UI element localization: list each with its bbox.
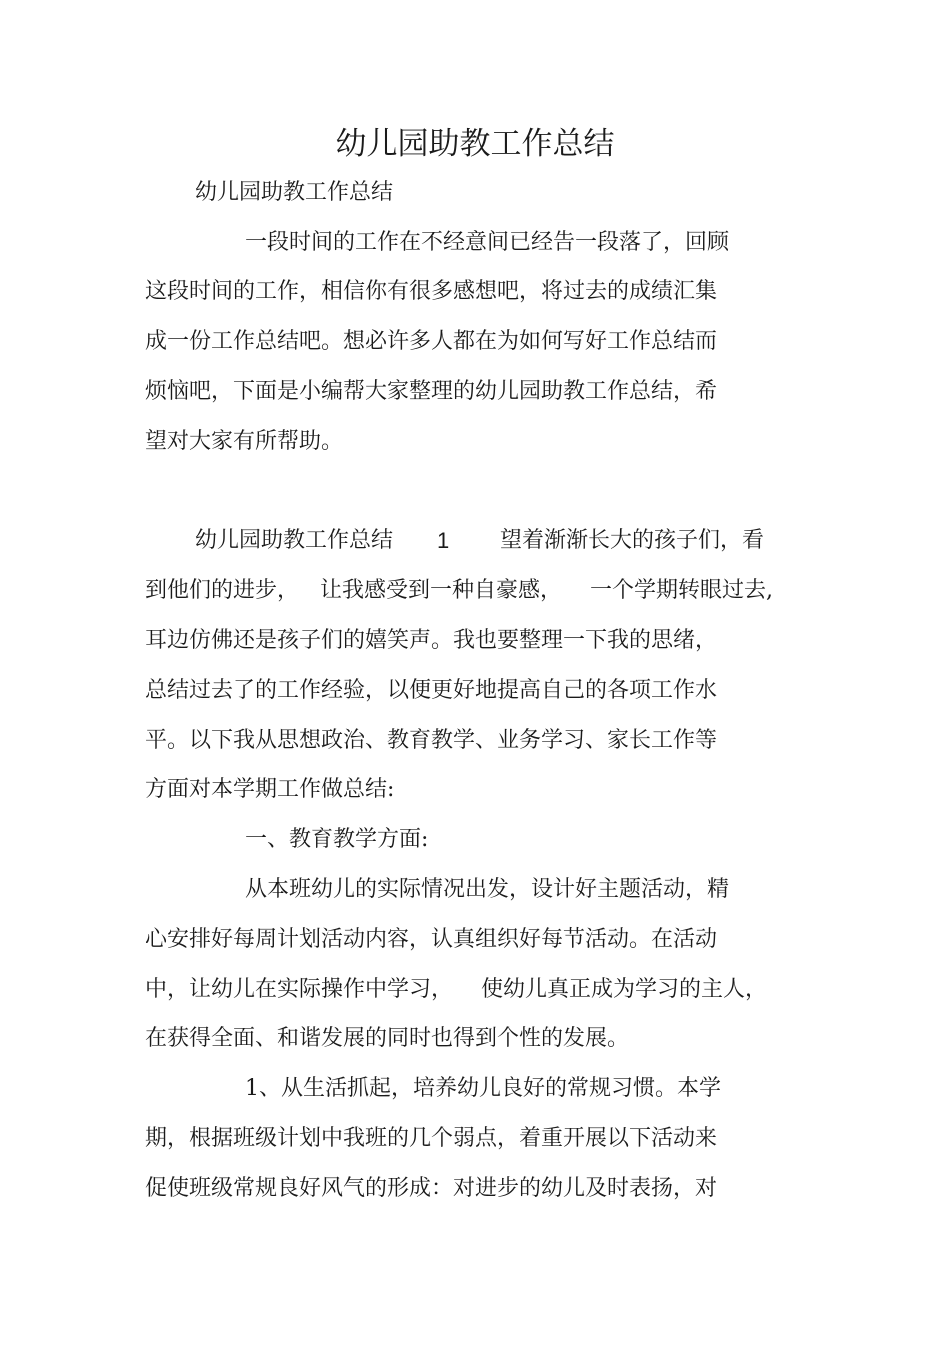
part1-line-1: 从本班幼儿的实际情况出发，设计好主题活动，精 xyxy=(245,877,730,902)
intro-line-3: 成一份工作总结吧。想必许多人都在为如何写好工作总结而 xyxy=(145,329,718,354)
section1-line-1: 到他们的进步， 让我感受到一种自豪感， 一个学期转眼过去, xyxy=(145,578,773,603)
intro-line-1: 一段时间的工作在不经意间已经告一段落了，回顾 xyxy=(245,230,730,255)
section1-line-2: 耳边仿佛还是孩子们的嬉笑声。我也要整理一下我的思绪， xyxy=(145,628,718,653)
section1-heading-number: 1 xyxy=(437,528,450,553)
part1-heading: 一、教育教学方面: xyxy=(245,827,429,852)
point1-line-2: 期，根据班级计划中我班的几个弱点，着重开展以下活动来 xyxy=(145,1126,718,1151)
part1-line-3: 中，让幼儿在实际操作中学习， 使幼儿真正成为学习的主人， xyxy=(145,977,767,1002)
part1-line-4: 在获得全面、和谐发展的同时也得到个性的发展。 xyxy=(145,1026,630,1051)
section1-line-5: 方面对本学期工作做总结: xyxy=(145,777,395,802)
intro-line-4: 烦恼吧，下面是小编帮大家整理的幼儿园助教工作总结，希 xyxy=(145,379,718,404)
point1-line-3: 促使班级常规良好风气的形成：对进步的幼儿及时表扬，对 xyxy=(145,1176,718,1201)
section1-line-3: 总结过去了的工作经验，以便更好地提高自己的各项工作水 xyxy=(145,678,718,703)
intro-line-2: 这段时间的工作，相信你有很多感想吧，将过去的成绩汇集 xyxy=(145,279,718,304)
document-subtitle: 幼儿园助教工作总结 xyxy=(195,180,394,205)
section1-heading-text: 望着渐渐长大的孩子们，看 xyxy=(500,528,765,553)
section1-line-4: 平。以下我从思想政治、教育教学、业务学习、家长工作等 xyxy=(145,728,718,753)
document-title: 幼儿园助教工作总结 xyxy=(335,126,615,162)
intro-line-5: 望对大家有所帮助。 xyxy=(145,429,344,454)
point1-line-1: 1、从生活抓起，培养幼儿良好的常规习惯。本学 xyxy=(245,1076,721,1101)
part1-line-2: 心安排好每周计划活动内容，认真组织好每节活动。在活动 xyxy=(145,927,718,952)
section1-heading-label: 幼儿园助教工作总结 xyxy=(195,528,394,553)
